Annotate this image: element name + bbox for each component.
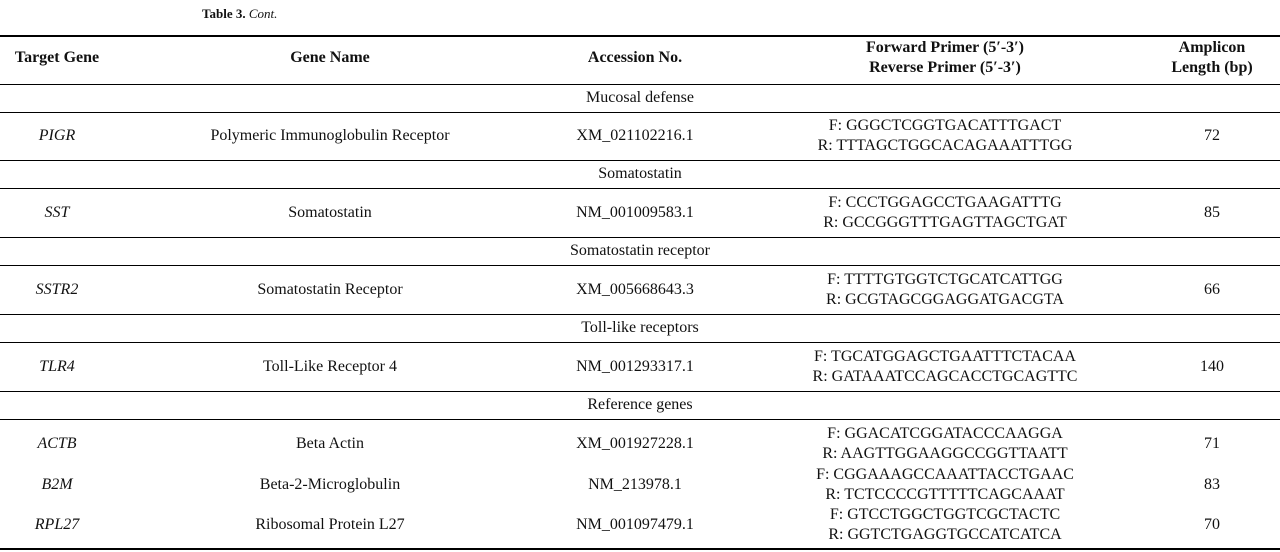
gene-name: Somatostatin [288,204,372,221]
target-gene: RPL27 [34,516,80,533]
section-title: Somatostatin [598,165,682,182]
header-reverse-primer: Reverse Primer (5′-3′) [869,59,1021,76]
reverse-primer: R: GGTCTGAGGTGCCATCATCA [828,526,1062,543]
reverse-primer: R: GCCGGGTTTGAGTTAGCTGAT [823,214,1067,231]
section-title: Toll-like receptors [581,319,699,336]
bottom-rule [0,548,1280,550]
header-gene-name: Gene Name [290,49,370,66]
header-rule [0,84,1280,85]
forward-primer: F: CGGAAAGCCAAATTACCTGAAC [816,466,1074,483]
header-accession: Accession No. [587,49,683,66]
section-title: Mucosal defense [586,89,694,106]
header-target-gene: Target Gene [14,49,100,66]
target-gene: SSTR2 [35,281,79,298]
gene-name: Beta Actin [296,435,364,452]
section-rule [0,160,1280,161]
accession-number: NM_001293317.1 [576,358,694,375]
forward-primer: F: GGACATCGGATACCCAAGGA [827,425,1063,442]
amplicon-length: 140 [1200,358,1224,375]
header-forward-primer: Forward Primer (5′-3′) [866,39,1024,56]
accession-number: XM_005668643.3 [576,281,694,298]
table-caption-label: Table 3. [202,6,246,21]
header-length: Length (bp) [1171,59,1253,76]
header-amplicon: Amplicon [1178,39,1246,56]
section-rule [0,112,1280,113]
amplicon-length: 83 [1204,476,1220,493]
forward-primer: F: TTTTGTGGTCTGCATCATTGG [827,271,1063,288]
section-rule [0,314,1280,315]
amplicon-length: 66 [1204,281,1220,298]
reverse-primer: R: AAGTTGGAAGGCCGGTTAATT [822,445,1068,462]
section-rule [0,188,1280,189]
gene-name: Somatostatin Receptor [257,281,403,298]
section-rule [0,237,1280,238]
target-gene: B2M [41,476,73,493]
forward-primer: F: GTCCTGGCTGGTCGCTACTC [829,506,1061,523]
accession-number: NM_001009583.1 [576,204,694,221]
accession-number: XM_021102216.1 [576,127,694,144]
target-gene: PIGR [38,127,76,144]
target-gene: SST [44,204,70,221]
amplicon-length: 71 [1204,435,1220,452]
gene-name: Polymeric Immunoglobulin Receptor [210,127,450,144]
table-caption [202,6,277,22]
section-title: Reference genes [587,396,693,413]
amplicon-length: 72 [1204,127,1220,144]
section-rule [0,391,1280,392]
amplicon-length: 85 [1204,204,1220,221]
top-rule [0,35,1280,37]
section-rule [0,419,1280,420]
forward-primer: F: TGCATGGAGCTGAATTTCTACAA [814,348,1076,365]
accession-number: NM_001097479.1 [576,516,694,533]
reverse-primer: R: TTTAGCTGGCACAGAAATTTGG [817,137,1073,154]
accession-number: NM_213978.1 [588,476,682,493]
reverse-primer: R: TCTCCCCGTTTTTCAGCAAAT [825,486,1065,503]
table-caption-suffix: Cont. [248,6,278,21]
forward-primer: F: CCCTGGAGCCTGAAGATTTG [828,194,1062,211]
reverse-primer: R: GATAAATCCAGCACCTGCAGTTC [812,368,1078,385]
amplicon-length: 70 [1204,516,1220,533]
section-rule [0,265,1280,266]
gene-name: Toll-Like Receptor 4 [263,358,397,375]
reverse-primer: R: GCGTAGCGGAGGATGACGTA [826,291,1064,308]
gene-name: Beta-2-Microglobulin [259,476,401,493]
target-gene: TLR4 [39,358,75,375]
section-rule [0,342,1280,343]
gene-name: Ribosomal Protein L27 [255,516,405,533]
section-title: Somatostatin receptor [570,242,710,259]
forward-primer: F: GGGCTCGGTGACATTTGACT [828,117,1062,134]
accession-number: XM_001927228.1 [576,435,694,452]
target-gene: ACTB [37,435,77,452]
